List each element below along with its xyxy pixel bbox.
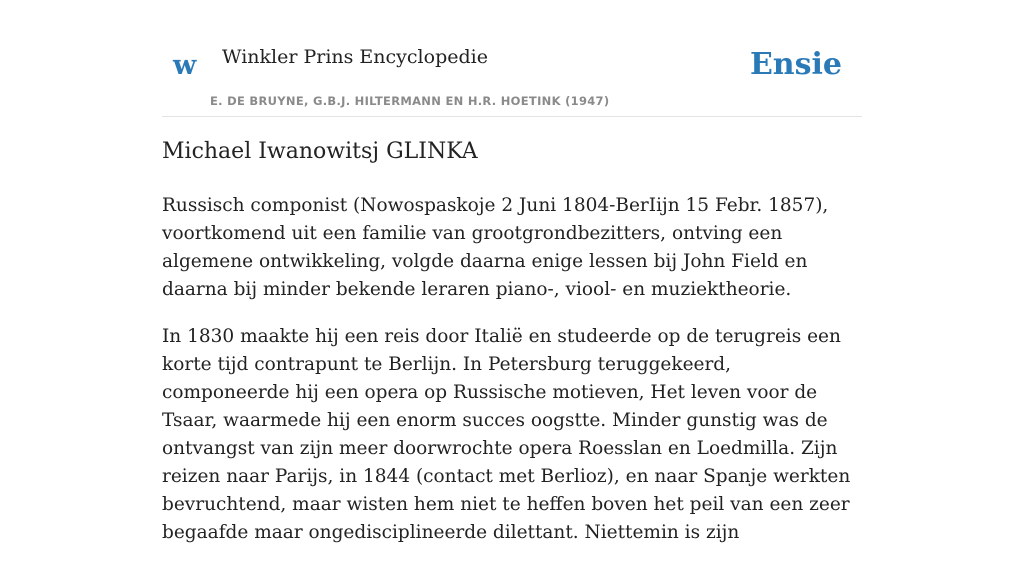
brand-logo[interactable]: Ensie bbox=[749, 47, 842, 82]
source-title[interactable]: Winkler Prins Encyclopedie bbox=[222, 46, 488, 68]
source-authors: E. DE BRUYNE, G.B.J. HILTERMANN EN H.R. HOETINK (1947) bbox=[210, 94, 610, 108]
article-title: Michael Iwanowitsj GLINKA bbox=[162, 139, 478, 164]
source-logo-icon[interactable]: w bbox=[173, 50, 197, 81]
article-paragraph: Russisch componist (Nowospaskoje 2 Juni 1804-BerIijn 15 Febr. 1857), voortkomend uit een familie van grootgrondbezitters, ontving een algemene ontwikkeling, volgde daarna enige lessen bij John Field en daarna bij minder bekende leraren piano-, viool- en muziektheorie. bbox=[162, 195, 829, 300]
article-paragraph: In 1830 maakte hij een reis door Italië en studeerde op de terugreis een korte tijd contrapunt te Berlijn. In Petersburg teruggekeerd, componeerde hij een opera op Russische motieven, Het leven voor de Tsaar, waarmede hij een enorm succes oogstte. Minder gunstig was de ontvangst van zijn meer doorwrochte opera Roesslan en Loedmilla. Zijn reizen naar Parijs, in 1844 (contact met Berlioz), en naar Spanje werkten bevruchtend, maar wisten hem niet te heffen boven het peil van een zeer begaafde maar ongedisciplineerde dilettant. Niettemin is zijn bbox=[162, 326, 851, 543]
article-body bbox=[162, 192, 862, 566]
header bbox=[162, 0, 862, 117]
